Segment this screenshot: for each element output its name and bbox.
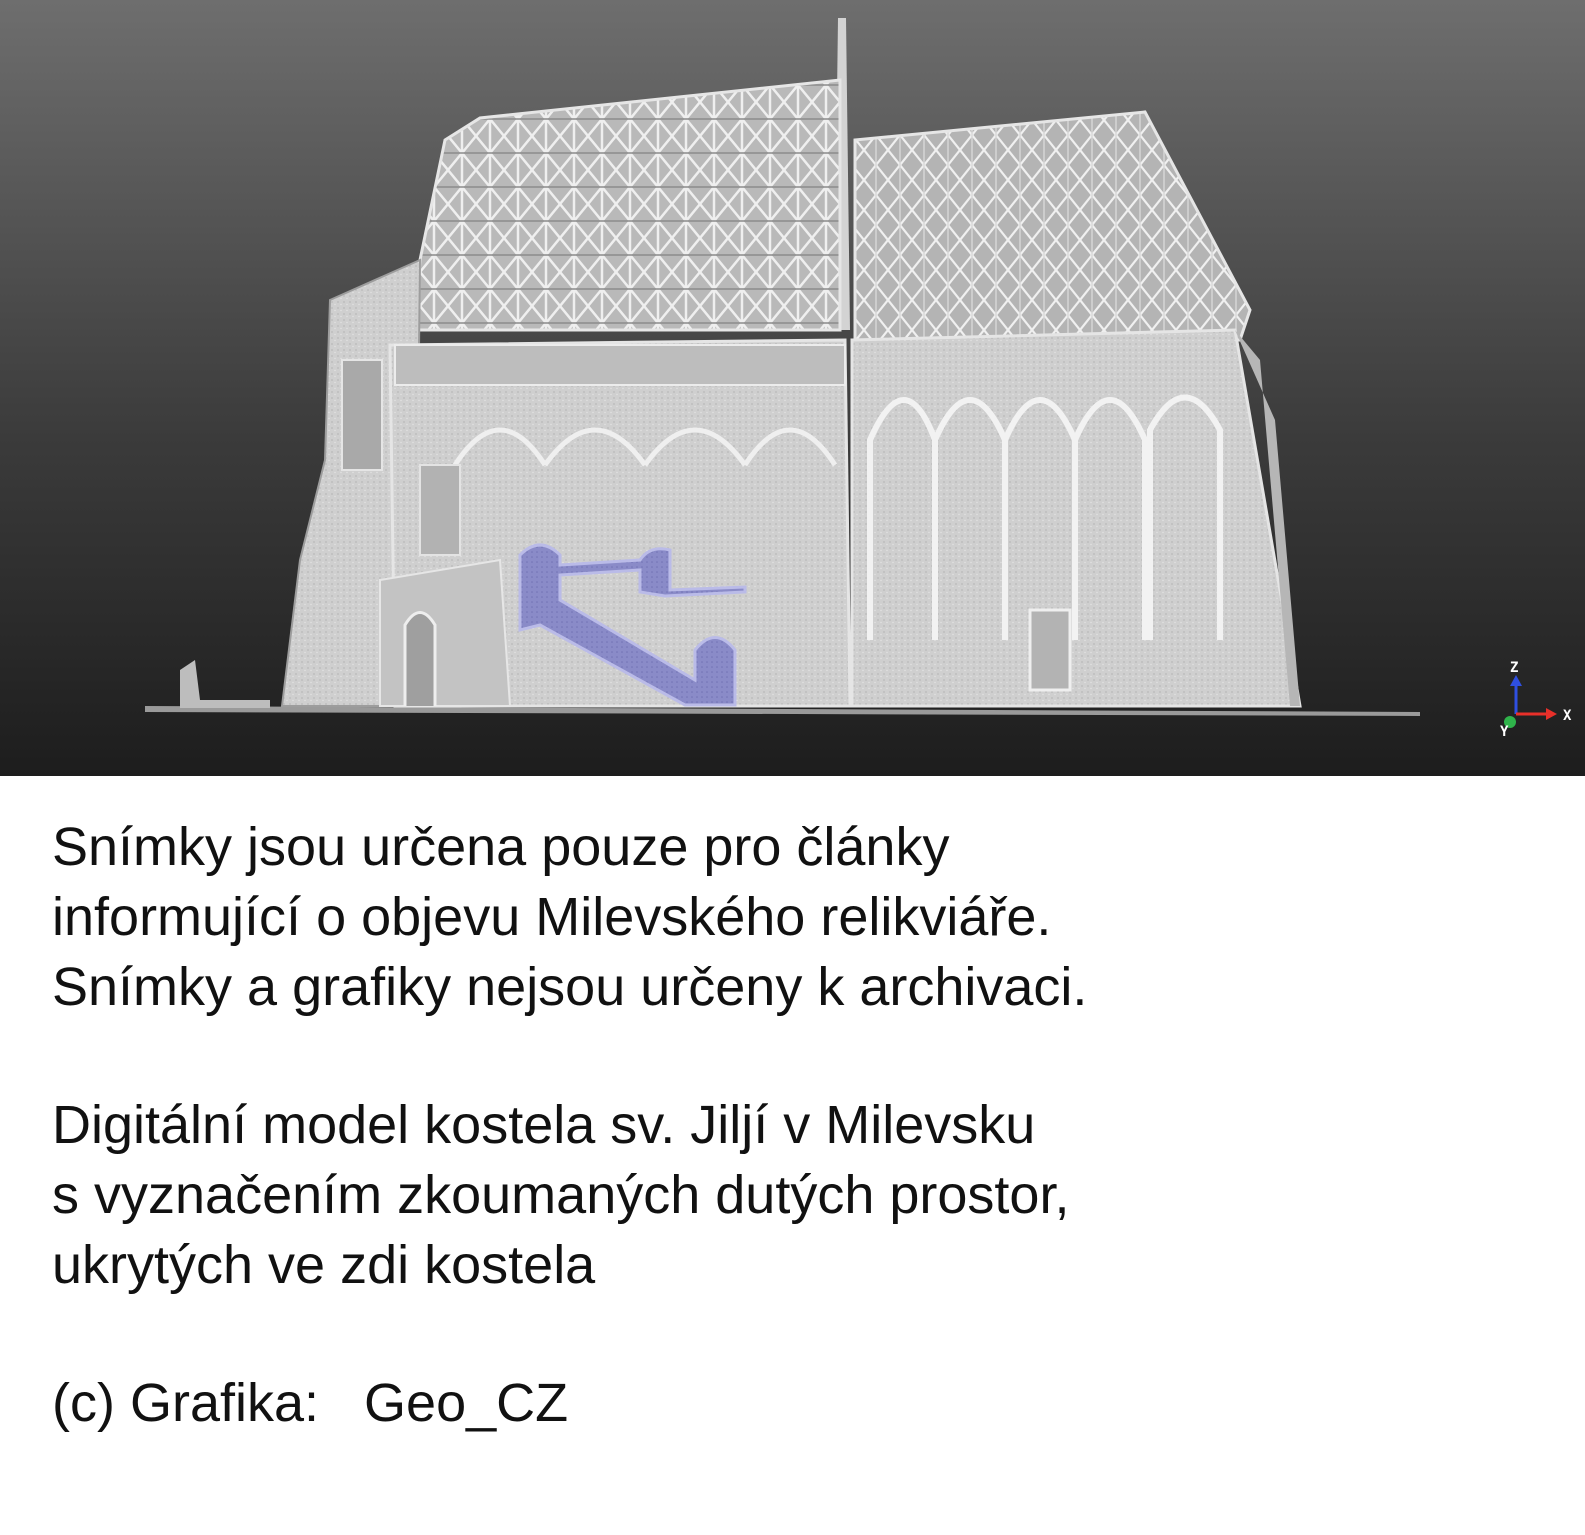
chancel-door	[1030, 610, 1070, 690]
roof-truss-left	[415, 80, 840, 330]
caption-line: Digitální model kostela sv. Jiljí v Milevsku	[52, 1095, 1036, 1155]
caption-line: Snímky jsou určena pouze pro články	[52, 817, 950, 877]
y-axis-label: Y	[1500, 724, 1509, 740]
z-axis-arrow	[1510, 675, 1522, 686]
roof-truss-right	[855, 112, 1250, 340]
x-axis-label: X	[1563, 708, 1572, 724]
caption-block	[52, 812, 1532, 1438]
x-axis-arrow	[1546, 708, 1557, 720]
caption-line: informující o objevu Milevského relikviáře.	[52, 887, 1052, 947]
axis-gizmo	[1500, 660, 1572, 740]
caption-line: ukrytých ve zdi kostela	[52, 1235, 596, 1295]
caption-line: Snímky a grafiky nejsou určeny k archivaci.	[52, 957, 1088, 1017]
chapel-ornament	[420, 465, 460, 555]
credit-line: (c) Grafika: Geo_CZ	[52, 1373, 569, 1433]
gallery-beam	[395, 345, 845, 385]
ground-debris	[180, 660, 270, 708]
portal	[405, 613, 435, 707]
caption-line: s vyznačením zkoumaných dutých prostor,	[52, 1165, 1070, 1225]
z-axis-label: Z	[1510, 660, 1519, 676]
tower-window	[342, 360, 382, 470]
side-chapel	[380, 560, 510, 706]
